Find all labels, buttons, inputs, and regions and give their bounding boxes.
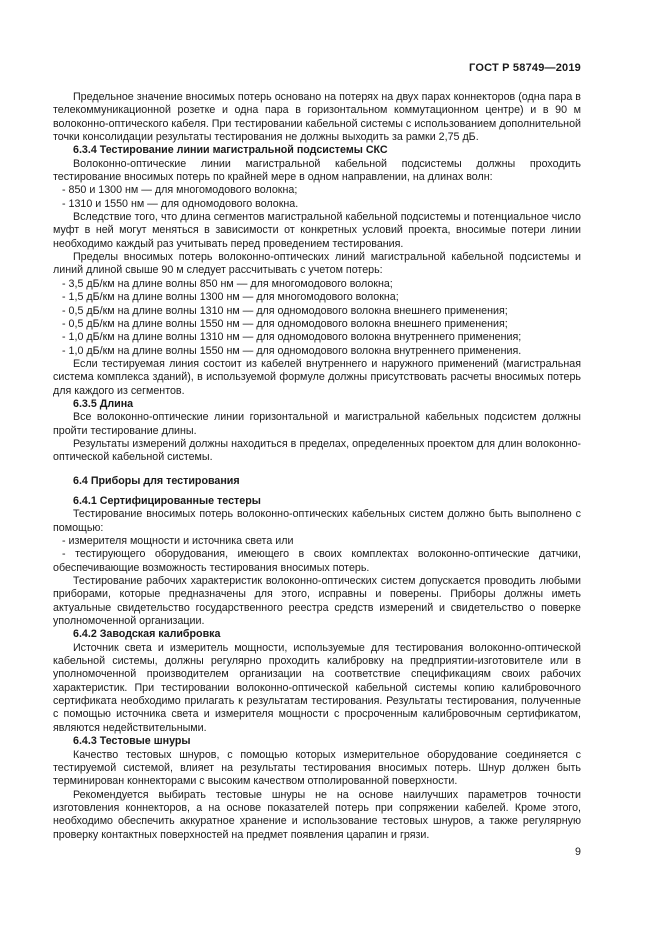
subsection-heading: 6.4.3 Тестовые шнуры — [73, 735, 191, 748]
running-header: ГОСТ Р 58749—2019 — [469, 62, 581, 74]
paragraph: Тестирование вносимых потерь волоконно-оптических кабельных систем должно быть выполнено с помощью: — [53, 508, 581, 534]
paragraph: Если тестируемая линия состоит из кабелей внутреннего и наружного применений (магистральная система комплекса зданий), в используемой формуле должны присутствовать расчеты вносимых потерь для каждого из сегментов. — [53, 357, 581, 397]
list-item: - тестирующего оборудования, имеющего в своих комплектах волоконно-оптические датчики, обеспечивающие возможность тестирования вносимых потерь. — [53, 548, 581, 574]
list-item: - 1,5 дБ/км на длине волны 1300 нм — для многомодового волокна; — [62, 291, 399, 304]
list-item: - 3,5 дБ/км на длине волны 850 нм — для многомодового волокна; — [62, 277, 393, 290]
paragraph: Все волоконно-оптические линии горизонтальной и магистральной кабельных подсистем должны пройти тестирование длины. — [53, 411, 581, 437]
paragraph: Рекомендуется выбирать тестовые шнуры не на основе наилучших параметров точности изготовления коннекторов, а на основе показателей потерь при сопряжении кабелей. Кроме этого, необходимо обеспечить аккуратное хранение и использование тестовых шнуров, а также регулярную проверку контактных поверхностей на предмет появления царапин и грязи. — [53, 788, 581, 841]
paragraph: Пределы вносимых потерь волоконно-оптических линий магистральной кабельной подсистемы и линий длиной свыше 90 м следует рассчитывать с учетом потерь: — [53, 251, 581, 277]
section-heading: 6.4 Приборы для тестирования — [73, 474, 240, 487]
paragraph: Результаты измерений должны находиться в пределах, определенных проектом для длин волоконно-оптической кабельной системы. — [53, 437, 581, 464]
list-item: - 1,0 дБ/км на длине волны 1550 нм — для одномодового волокна внутреннего применения. — [62, 344, 522, 357]
list-item: - 1,0 дБ/км на длине волны 1310 нм — для одномодового волокна внутреннего применения; — [62, 331, 522, 344]
paragraph: Качество тестовых шнуров, с помощью которых измерительное оборудование соединяется с тестируемой системой, влияет на результаты тестирования вносимых потерь. Шнур должен быть терминирован коннекторами с высоким качеством отполированной поверхности. — [53, 748, 581, 788]
subsection-heading: 6.4.2 Заводская калибровка — [73, 628, 221, 641]
subsection-heading: 6.3.4 Тестирование линии магистральной подсистемы СКС — [73, 144, 388, 157]
paragraph: Тестирование рабочих характеристик волоконно-оптических систем допускается проводить любыми приборами, которые предназначены для этого, исправны и поверены. Приборы должны иметь актуальные свидетельство государственного реестра средств измерений и свидетельство о поверке уполномоченной организации. — [53, 575, 581, 628]
paragraph: Источник света и измеритель мощности, используемые для тестирования волоконно-оптической кабельной системы, должны регулярно проходить калибровку на предприятии-изготовителе или в уполномоченной производителем организации на соответствие спецификациям своих рабочих характеристик. При тестировании волоконно-оптической кабельной системы копию калибровочного сертификата необходимо прилагать к результатам тестирования. Результаты тестирования, полученные с помощью источника света и измерителя мощности с просроченным калибровочным сертификатом, являются недействительными. — [53, 641, 581, 734]
document-body — [53, 91, 581, 842]
paragraph: Вследствие того, что длина сегментов магистральной кабельной подсистемы и потенциальное число муфт в ней могут меняться в зависимости от конкретных условий проекта, вносимые потери линии необходимо каждый раз учитывать перед проведением тестирования. — [53, 211, 581, 250]
subsection-heading: 6.3.5 Длина — [73, 397, 134, 410]
list-item: - 850 и 1300 нм — для многомодового волокна; — [62, 184, 298, 197]
subsection-heading: 6.4.1 Сертифицированные тестеры — [73, 494, 261, 507]
page-number: 9 — [575, 846, 581, 858]
paragraph: Волоконно-оптические линии магистральной кабельной подсистемы должны проходить тестирование вносимых потерь по крайней мере в одном направлении, на длинах волн: — [53, 157, 581, 184]
paragraph: Предельное значение вносимых потерь основано на потерях на двух парах коннекторов (одна пара в телекоммуникационной розетке и одна пара в горизонтальном коммутационном центре) и в 90 м волоконно-оптического кабеля. При тестировании кабельной системы с использованием дополнительной точки консолидации результаты тестирования не должны выходить за рамки 2,75 дБ. — [53, 91, 581, 144]
list-item: - 1310 и 1550 нм — для одномодового волокна. — [62, 197, 299, 210]
list-item: - 0,5 дБ/км на длине волны 1310 нм — для одномодового волокна внешнего применения; — [62, 304, 508, 317]
list-item: - 0,5 дБ/км на длине волны 1550 нм — для одномодового волокна внешнего применения; — [62, 317, 508, 330]
list-item: - измерителя мощности и источника света или — [62, 535, 294, 547]
